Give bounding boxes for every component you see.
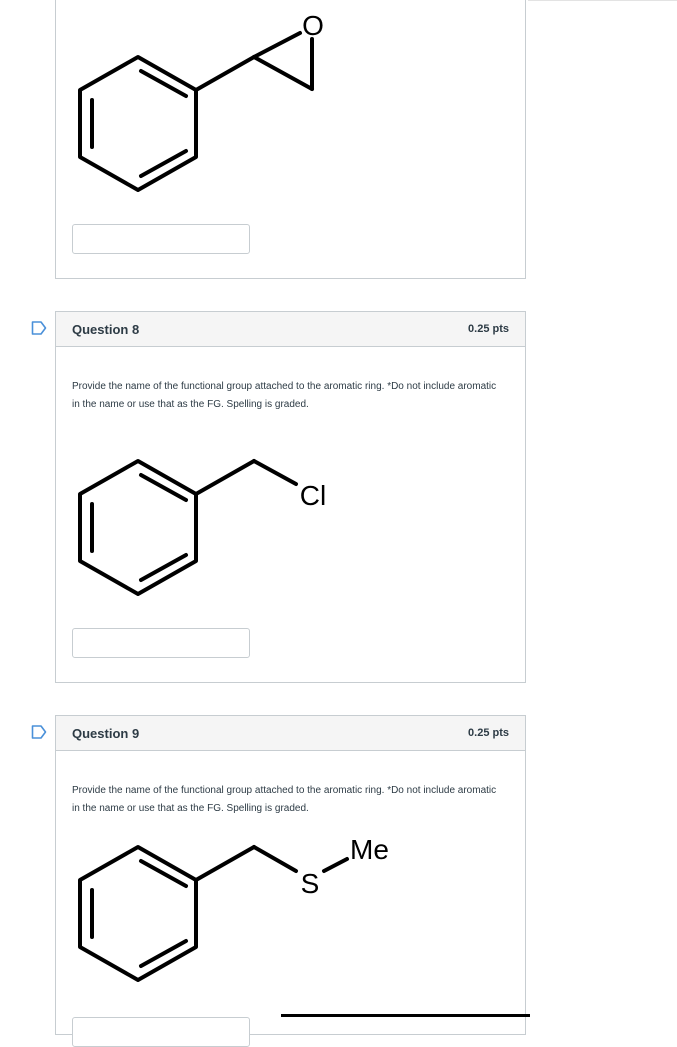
- question-title: Question 8: [72, 321, 140, 337]
- sulfur-label: S: [300, 868, 320, 899]
- flag-question-icon[interactable]: [31, 321, 47, 335]
- question-prompt: Provide the name of the functional group attached to the aromatic ring. *Do not include aromatic in the name or use that as the FG. Spelling is graded.: [72, 785, 497, 814]
- flag-question-icon[interactable]: [31, 725, 47, 739]
- chlorine-label: Cl: [299, 480, 327, 511]
- question-title: Question 9: [72, 725, 140, 741]
- question-card-7: [55, 0, 526, 279]
- oxygen-label: O: [302, 10, 324, 41]
- question-card-9: [55, 715, 526, 1035]
- home-indicator: [281, 1014, 530, 1017]
- question-points: 0.25 pts: [468, 727, 509, 739]
- benzene-ring: [80, 461, 196, 594]
- question-card-8: [55, 311, 526, 683]
- benzene-ring: [80, 847, 196, 980]
- methyl-label: Me: [350, 834, 389, 865]
- answer-input-q9[interactable]: [72, 1017, 250, 1047]
- answer-input-q8[interactable]: [72, 628, 250, 658]
- question-points: 0.25 pts: [468, 323, 509, 335]
- top-divider: [528, 0, 677, 1]
- thioether-structure: [56, 716, 527, 1036]
- answer-input-q7[interactable]: [72, 224, 250, 254]
- benzene-ring: [80, 57, 196, 190]
- question-prompt: Provide the name of the functional group attached to the aromatic ring. *Do not include aromatic in the name or use that as the FG. Spelling is graded.: [72, 381, 497, 410]
